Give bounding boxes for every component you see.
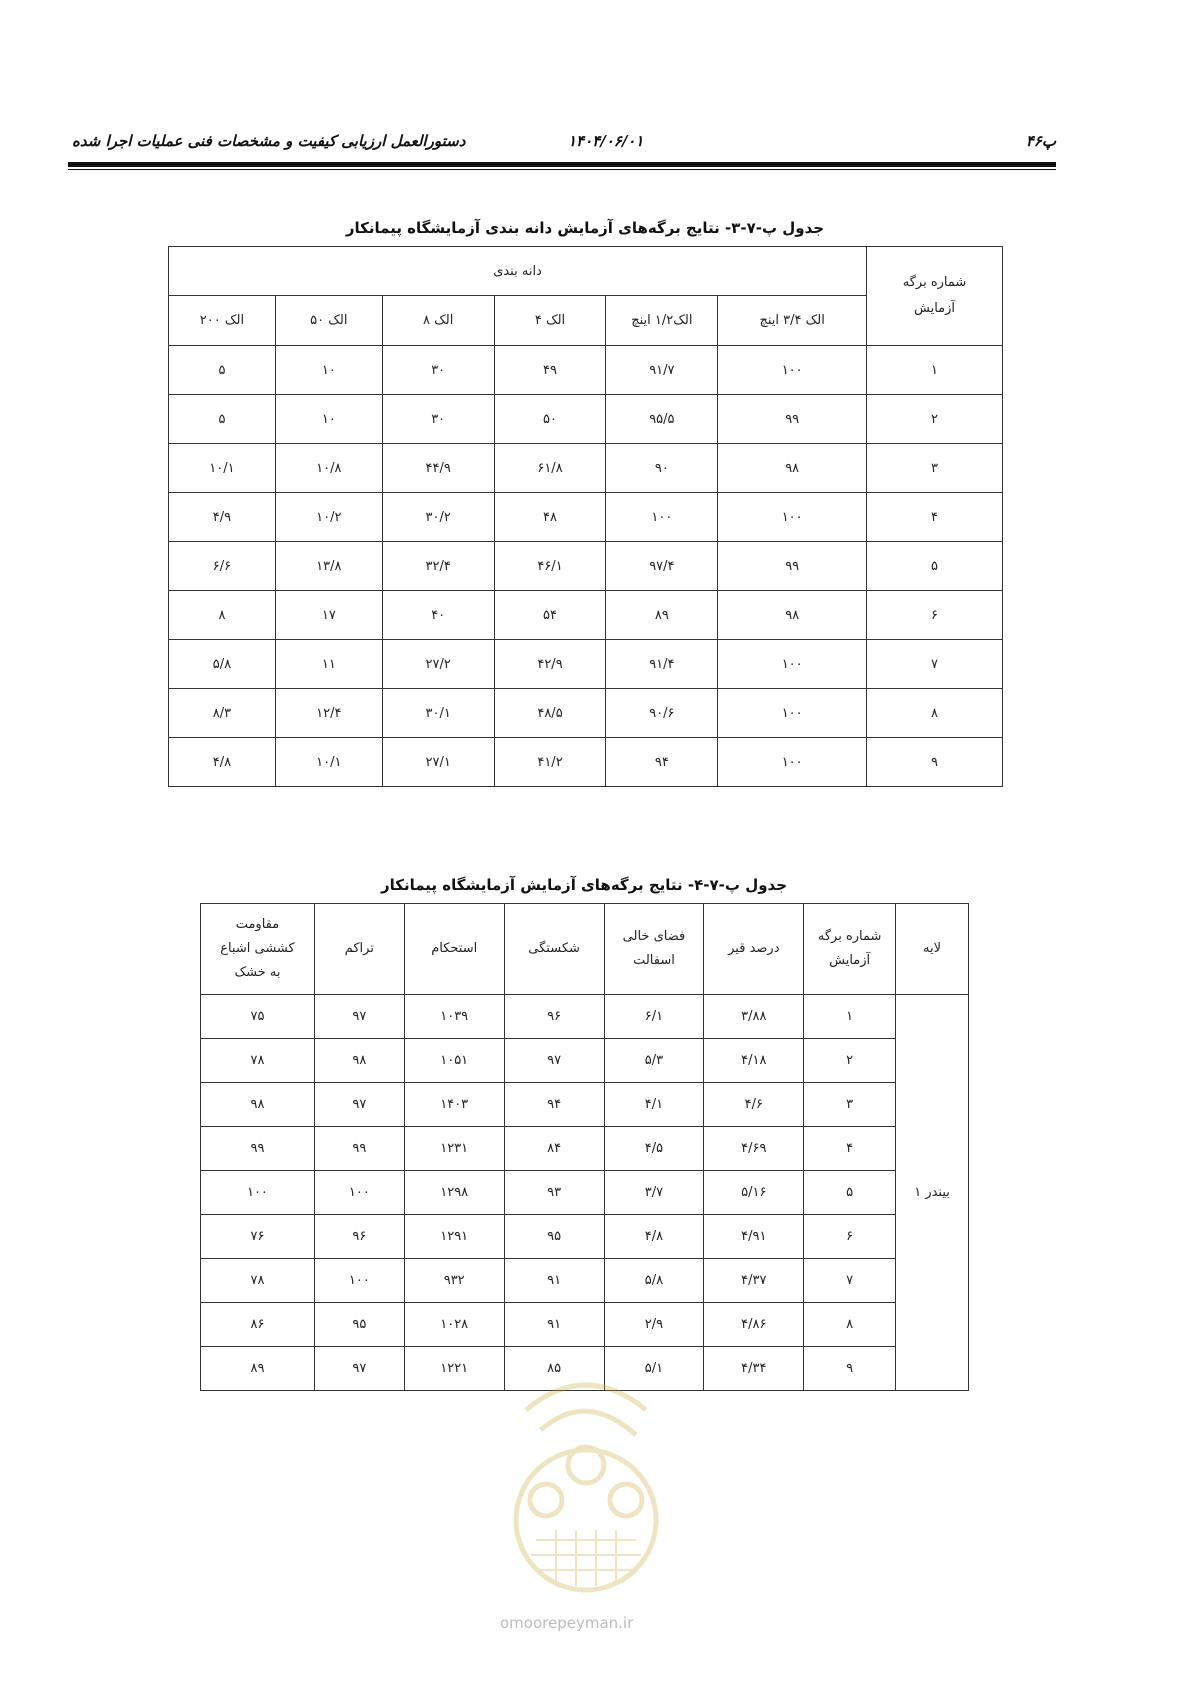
table2-compaction-header: تراکم (314, 904, 404, 995)
table-row (201, 995, 969, 1039)
value-cell: ۸/۳ (169, 689, 276, 738)
sample-number-cell: ۲ (804, 1039, 896, 1083)
sample-number-cell: ۹ (804, 1347, 896, 1391)
value-cell: ۱۲/۴ (275, 689, 382, 738)
value-cell: ۹۹ (718, 542, 867, 591)
value-cell: ۳/۸۸ (704, 995, 804, 1039)
value-cell: ۸ (169, 591, 276, 640)
value-cell: ۸۵ (504, 1347, 604, 1391)
table2-stability-header: استحکام (404, 904, 504, 995)
table-row (169, 346, 1003, 395)
value-cell: ۴/۸۶ (704, 1303, 804, 1347)
sample-number-cell: ۷ (804, 1259, 896, 1303)
header-rule-thin (68, 169, 1056, 170)
value-cell: ۴/۱۸ (704, 1039, 804, 1083)
value-cell: ۶۱/۸ (494, 444, 606, 493)
value-cell: ۱۰۰ (314, 1259, 404, 1303)
table-row (201, 1215, 969, 1259)
value-cell: ۹۷ (314, 1347, 404, 1391)
value-cell: ۵ (169, 346, 276, 395)
table2-tsr-header: مقاومت کششی اشباع به خشک (201, 904, 315, 995)
value-cell: ۷۸ (201, 1259, 315, 1303)
header-rule-thick (68, 162, 1056, 167)
value-cell: ۴/۹۱ (704, 1215, 804, 1259)
value-cell: ۱۳/۸ (275, 542, 382, 591)
value-cell: ۱۰۰ (718, 689, 867, 738)
value-cell: ۷۸ (201, 1039, 315, 1083)
value-cell: ۹۵ (314, 1303, 404, 1347)
sample-number-cell: ۱ (867, 346, 1003, 395)
value-cell: ۴/۱ (604, 1083, 704, 1127)
value-cell: ۴۱/۲ (494, 738, 606, 787)
value-cell: ۳۰/۱ (382, 689, 494, 738)
layer-cell: بیندر ۱ (896, 995, 969, 1391)
value-cell: ۶/۱ (604, 995, 704, 1039)
value-cell: ۴۰ (382, 591, 494, 640)
sample-number-cell: ۵ (867, 542, 1003, 591)
value-cell: ۹۹ (718, 395, 867, 444)
value-cell: ۵/۱۶ (704, 1171, 804, 1215)
table-row (201, 1347, 969, 1391)
value-cell: ۸۴ (504, 1127, 604, 1171)
table1-sample-header: شماره برگه آزمایش (867, 247, 1003, 346)
table-row (169, 542, 1003, 591)
value-cell: ۲۷/۱ (382, 738, 494, 787)
table-row (169, 738, 1003, 787)
table-row (169, 444, 1003, 493)
value-cell: ۱۲۳۱ (404, 1127, 504, 1171)
value-cell: ۴۶/۱ (494, 542, 606, 591)
value-cell: ۹۴ (606, 738, 718, 787)
page-number: پ۴۶ (1025, 132, 1056, 150)
value-cell: ۹۸ (718, 444, 867, 493)
value-cell: ۱۰۵۱ (404, 1039, 504, 1083)
sample-number-cell: ۹ (867, 738, 1003, 787)
sample-number-cell: ۵ (804, 1171, 896, 1215)
value-cell: ۹۱/۴ (606, 640, 718, 689)
table-row (169, 395, 1003, 444)
value-cell: ۱۰/۱ (169, 444, 276, 493)
table2-void-header: فضای خالی اسفالت (604, 904, 704, 995)
header-title: دستورالعمل ارزیابی کیفیت و مشخصات فنی عملیات اجرا شده (72, 132, 466, 150)
value-cell: ۵۴ (494, 591, 606, 640)
table-row (169, 493, 1003, 542)
table-row (169, 640, 1003, 689)
sample-number-cell: ۳ (804, 1083, 896, 1127)
value-cell: ۸۶ (201, 1303, 315, 1347)
value-cell: ۹۶ (504, 995, 604, 1039)
table2-layer-header: لایه (896, 904, 969, 995)
value-cell: ۷۵ (201, 995, 315, 1039)
value-cell: ۱۰۰ (606, 493, 718, 542)
table-row (169, 689, 1003, 738)
sample-number-cell: ۳ (867, 444, 1003, 493)
value-cell: ۱۰۰ (718, 640, 867, 689)
value-cell: ۹۵ (504, 1215, 604, 1259)
value-cell: ۵۰ (494, 395, 606, 444)
value-cell: ۲۷/۲ (382, 640, 494, 689)
value-cell: ۸۹ (201, 1347, 315, 1391)
value-cell: ۵/۸ (604, 1259, 704, 1303)
value-cell: ۱۲۹۸ (404, 1171, 504, 1215)
value-cell: ۴۴/۹ (382, 444, 494, 493)
value-cell: ۹۳۲ (404, 1259, 504, 1303)
value-cell: ۹۶ (314, 1215, 404, 1259)
value-cell: ۴/۸ (604, 1215, 704, 1259)
value-cell: ۹۸ (201, 1083, 315, 1127)
sample-number-cell: ۸ (804, 1303, 896, 1347)
value-cell: ۴/۸ (169, 738, 276, 787)
table2-break-header: شکستگی (504, 904, 604, 995)
table2-caption: جدول پ-۷-۴- نتایج برگه‌های آزمایش آزمایشگاه پیمانکار (380, 876, 788, 894)
value-cell: ۲/۹ (604, 1303, 704, 1347)
value-cell: ۶/۶ (169, 542, 276, 591)
table2-sample-header: شماره برگه آزمایش (804, 904, 896, 995)
value-cell: ۴۹ (494, 346, 606, 395)
sample-number-cell: ۲ (867, 395, 1003, 444)
value-cell: ۱۷ (275, 591, 382, 640)
table-row (201, 1083, 969, 1127)
value-cell: ۱۰۲۸ (404, 1303, 504, 1347)
value-cell: ۴/۳۴ (704, 1347, 804, 1391)
value-cell: ۴۲/۹ (494, 640, 606, 689)
value-cell: ۹۸ (718, 591, 867, 640)
sample-number-cell: ۶ (867, 591, 1003, 640)
table1-col-header: الک ۴ (494, 296, 606, 346)
table-row (201, 1127, 969, 1171)
page-header (68, 128, 1056, 156)
value-cell: ۹۸ (314, 1039, 404, 1083)
value-cell: ۹۷ (504, 1039, 604, 1083)
table2-bitumen-header: درصد قیر (704, 904, 804, 995)
value-cell: ۱۰/۸ (275, 444, 382, 493)
value-cell: ۱۱ (275, 640, 382, 689)
sample-number-cell: ۷ (867, 640, 1003, 689)
value-cell: ۱۴۰۳ (404, 1083, 504, 1127)
value-cell: ۴/۹ (169, 493, 276, 542)
value-cell: ۹۱ (504, 1303, 604, 1347)
value-cell: ۳۲/۴ (382, 542, 494, 591)
grading-table (168, 246, 1003, 787)
value-cell: ۴/۳۷ (704, 1259, 804, 1303)
sample-number-cell: ۴ (804, 1127, 896, 1171)
value-cell: ۱۰۰ (718, 738, 867, 787)
table-row (201, 1171, 969, 1215)
table-row (201, 1259, 969, 1303)
sample-number-cell: ۱ (804, 995, 896, 1039)
value-cell: ۳۰ (382, 395, 494, 444)
value-cell: ۴۸/۵ (494, 689, 606, 738)
table1-col-header: الک ۸ (382, 296, 494, 346)
value-cell: ۹۹ (314, 1127, 404, 1171)
value-cell: ۱۰/۲ (275, 493, 382, 542)
value-cell: ۵/۸ (169, 640, 276, 689)
value-cell: ۴/۵ (604, 1127, 704, 1171)
sample-number-cell: ۸ (867, 689, 1003, 738)
value-cell: ۷۶ (201, 1215, 315, 1259)
value-cell: ۴/۶ (704, 1083, 804, 1127)
table-row (169, 591, 1003, 640)
value-cell: ۱۰۰ (718, 493, 867, 542)
value-cell: ۱۰۰ (201, 1171, 315, 1215)
sample-number-cell: ۶ (804, 1215, 896, 1259)
table-row (201, 1303, 969, 1347)
sample-number-cell: ۴ (867, 493, 1003, 542)
lab-results-table (200, 903, 969, 1391)
value-cell: ۹۱/۷ (606, 346, 718, 395)
value-cell: ۹۵/۵ (606, 395, 718, 444)
value-cell: ۹۰ (606, 444, 718, 493)
value-cell: ۹۷ (314, 995, 404, 1039)
value-cell: ۹۳ (504, 1171, 604, 1215)
value-cell: ۵ (169, 395, 276, 444)
value-cell: ۱۰۳۹ (404, 995, 504, 1039)
value-cell: ۱۰ (275, 395, 382, 444)
value-cell: ۱۲۲۱ (404, 1347, 504, 1391)
table1-col-header: الک ۳/۴ اینچ (718, 296, 867, 346)
value-cell: ۴/۶۹ (704, 1127, 804, 1171)
table1-col-header: الک ۲۰۰ (169, 296, 276, 346)
value-cell: ۹۷/۴ (606, 542, 718, 591)
watermark-text: omoorepeyman.ir (500, 1614, 634, 1632)
value-cell: ۱۰۰ (718, 346, 867, 395)
value-cell: ۵/۱ (604, 1347, 704, 1391)
value-cell: ۳۰/۲ (382, 493, 494, 542)
header-date: ۱۴۰۴/۰۶/۰۱ (568, 132, 644, 150)
table1-group-header: دانه بندی (169, 247, 867, 296)
value-cell: ۱۰۰ (314, 1171, 404, 1215)
value-cell: ۹۹ (201, 1127, 315, 1171)
value-cell: ۱۰ (275, 346, 382, 395)
value-cell: ۳/۷ (604, 1171, 704, 1215)
value-cell: ۵/۳ (604, 1039, 704, 1083)
table-row (201, 1039, 969, 1083)
value-cell: ۳۰ (382, 346, 494, 395)
value-cell: ۱۰/۱ (275, 738, 382, 787)
value-cell: ۹۴ (504, 1083, 604, 1127)
value-cell: ۸۹ (606, 591, 718, 640)
table1-caption: جدول پ-۷-۳- نتایج برگه‌های آزمایش دانه بندی آزمایشگاه پیمانکار (345, 219, 825, 237)
value-cell: ۹۷ (314, 1083, 404, 1127)
table1-col-header: الک۱/۲ اینچ (606, 296, 718, 346)
table1-col-header: الک ۵۰ (275, 296, 382, 346)
value-cell: ۹۱ (504, 1259, 604, 1303)
value-cell: ۹۰/۶ (606, 689, 718, 738)
value-cell: ۱۲۹۱ (404, 1215, 504, 1259)
value-cell: ۴۸ (494, 493, 606, 542)
